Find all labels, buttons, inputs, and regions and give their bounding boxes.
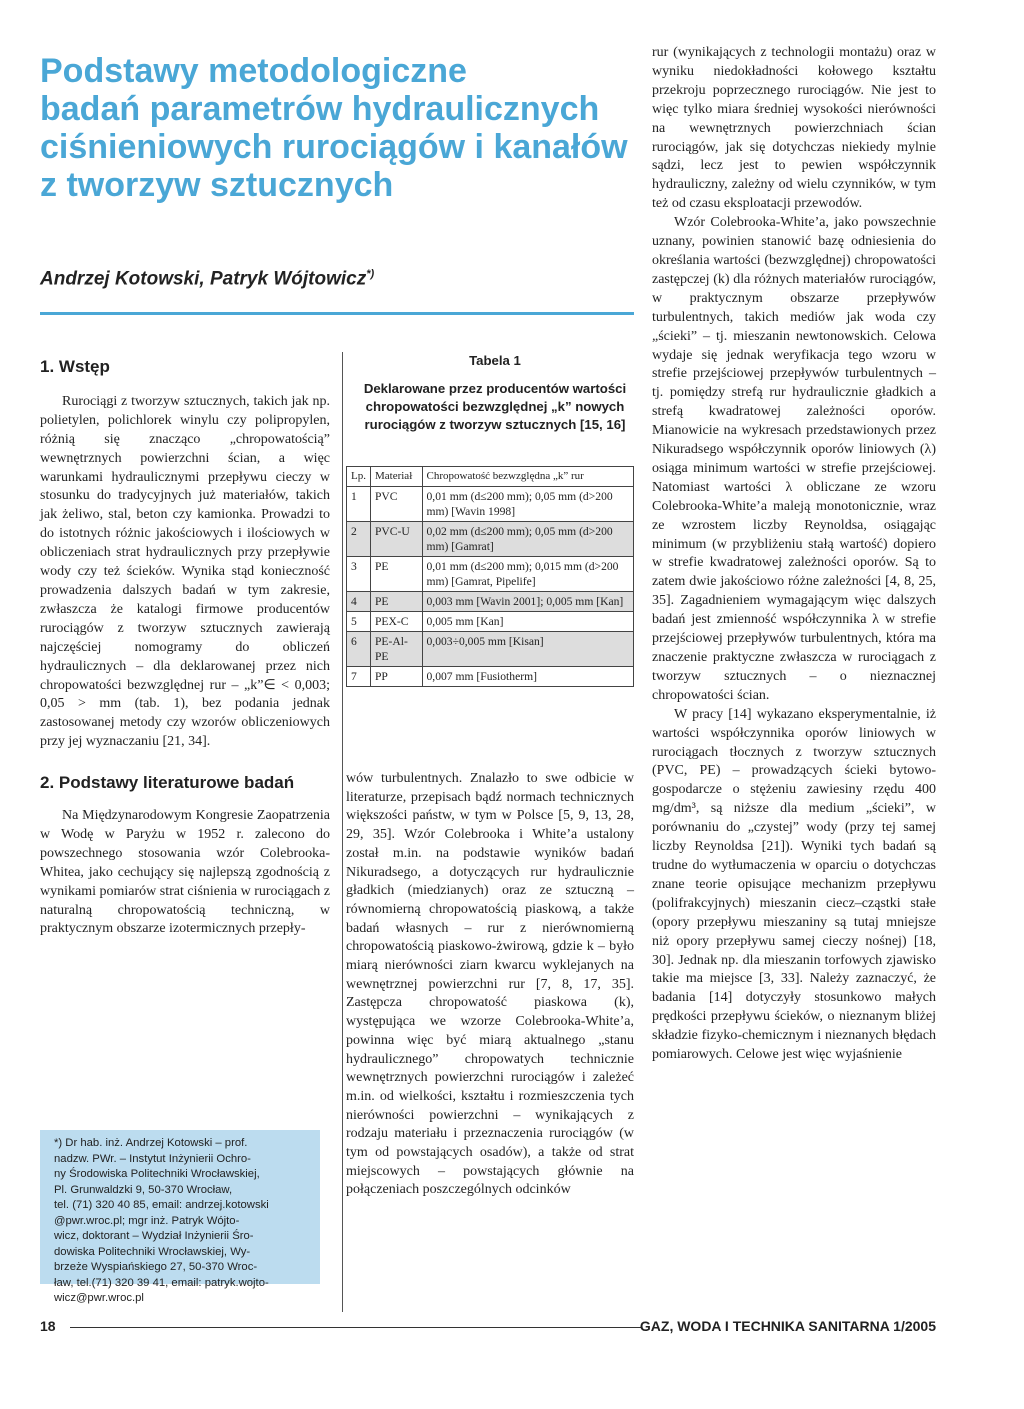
table-cell: PVC-U — [370, 522, 422, 557]
table-cell: PEX-C — [370, 612, 422, 632]
table-row — [347, 487, 634, 522]
title-line: badań parametrów hydraulicznych — [40, 90, 600, 128]
footnote-line: Pl. Grunwaldzki 9, 50-370 Wrocław, — [54, 1183, 233, 1196]
table-caption-block — [346, 352, 636, 434]
table-header-row — [347, 467, 634, 487]
author-footnote — [40, 1130, 320, 1304]
paragraph: rur (wynikających z technologii montażu) oraz w wyniku niedokładności kołowego kształtu przekroju poprzecznego rurociągów. Nie jest to więc tylko miara średniej wysokości nierówności na wewnętrznych powierzchniach ścian rurociągów, jak się dotychczas niekiedy mylnie sądzi, lecz jest to pewien współczynnik hydrauliczny, zależny od wielu czynników, w tym też od czasu eksploatacji przewodów. — [652, 45, 936, 212]
footnote-line: ny Środowiska Politechniki Wrocławskiej, — [54, 1168, 260, 1180]
header-cell: Lp. — [347, 467, 371, 487]
table-cell: 1 — [347, 487, 371, 522]
table-title: Deklarowane przez producentów wartości chropowatości bezwzględnej „k” nowych rurociągów z tworzyw sztucznych [15, 16] — [363, 381, 627, 432]
article-title — [40, 52, 628, 204]
table-cell: 0,003÷0,005 mm [Kisan] — [422, 632, 634, 667]
footer-divider — [70, 1327, 642, 1328]
title-line: ciśnieniowych rurociągów i kanałów — [40, 128, 628, 166]
column-middle-text — [346, 770, 634, 1200]
footnote-line: wicz@pwr.wroc.pl — [54, 1292, 144, 1304]
footnote-line: dowiska Politechniki Wrocławskiej, Wy- — [54, 1245, 251, 1258]
table-cell: 7 — [347, 667, 371, 687]
table-row — [347, 592, 634, 612]
section-heading: 1. Wstęp — [40, 357, 110, 376]
table-cell: 2 — [347, 522, 371, 557]
table-cell: PE — [370, 592, 422, 612]
table-row — [347, 522, 634, 557]
column-right — [652, 44, 936, 1065]
footnote-line: *) Dr hab. inż. Andrzej Kotowski – prof. — [54, 1137, 248, 1149]
paragraph: Na Międzynarodowym Kongresie Zaopatrzenia w Wodę w Paryżu w 1952 r. zalecono do powszechnego stosowania wzór Colebrooka-Whitea, jako cechujący się najlepszą zgodnością z wynikami pomiarów strat ciśnienia w rurociągach z naturalną chropowatością techniczną, w praktycznym obszarze izotermicznych przepły- — [40, 808, 331, 937]
authors — [40, 268, 374, 290]
table-cell: 4 — [347, 592, 371, 612]
table-cell: 5 — [347, 612, 371, 632]
table-cell: PE — [370, 557, 422, 592]
paragraph: W pracy [14] wykazano eksperymentalnie, iż wartości współczynnika oporów liniowych w rurociągach tłocznych z tworzyw sztucznych (PVC, PE) – prowadzących ścieki bytowo-gospodarcze o stężeniu zawiesiny rzędu 400 mg/dm³, są niższe dla medium „ścieki”, w porównaniu do „czystej” wody (przy tej samej liczby Reynoldsa [21]). Wyniki tych badań są trudne do wytłumaczenia w oparciu o dotychczas znane teorie opisujące mechanizm przepływu (polifrakcyjnych) mieszanin ciecz–cząstki stałe (opory przepływu mieszaniny są tutaj mniejsze niż opory przepływu samej cieczy nośnej) [18, 30]. Jednak np. dla mieszanin torfowych zjawisko takie ma miejsce [3, 33]. Należy zaznaczyć, że badania [14] dotyczyły stosunkowo małych prędkości przepływu ścieków, o nieznanym bliżej składzie fizyko-chemicznym i nieznanych błędach pomiarowych. Celowe jest więc wyjaśnienie — [652, 706, 936, 1063]
column-divider — [342, 352, 343, 1312]
table-cell: PE-Al-PE — [370, 632, 422, 667]
footnote-mark: *) — [366, 268, 375, 280]
footnote-line: brzeże Wyspiańskiego 27, 50-370 Wroc- — [54, 1261, 258, 1273]
header-cell: Chropowatość bezwzględna „k” rur — [422, 467, 634, 487]
table-cell: 0,02 mm (d≤200 mm); 0,05 mm (d>200 mm) [Gamrat] — [422, 522, 634, 557]
title-line: z tworzyw sztucznych — [40, 166, 394, 204]
section-heading: 2. Podstawy literaturowe badań — [40, 773, 295, 793]
table-cell: 0,01 mm (d≤200 mm); 0,015 mm (d>200 mm) [Gamrat, Pipelife] — [422, 557, 634, 592]
column-left — [40, 358, 330, 939]
table-cell: PP — [370, 667, 422, 687]
footnote-line: wicz, doktorant – Wydział Inżynierii Śro- — [54, 1230, 254, 1242]
footnote-line: nadzw. PWr. – Instytut Inżynierii Ochro- — [54, 1152, 251, 1165]
author-names: Andrzej Kotowski, Patryk Wójtowicz — [40, 268, 367, 290]
header-cell: Materiał — [370, 467, 422, 487]
paragraph: wów turbulentnych. Znalazło to swe odbicie w literaturze, przepisach bądź normach technicznych większości państw, w tym w Polsce [5, 9, 13, 28, 29, 35]. Wzór Colebrooka i White’a ustalony został m.in. na podstawie wyników badań Nikuradsego, a dotyczących rur hydraulicznie gładkich (miedzianych) oraz ze sztuczną – równomierną chropowatością piaskową, a także badań własnych – rur z nierównomierną chropowatością piaskowo-żwirową, gdzie k – było miarą nierówności ziarn kwarcu wyklejanych na wewnętrznej powierzchni rur [7, 8, 17, 35]. Zastępcza chropowatość piaskowa (k), występująca we wzorze Colebrooka-White’a, powinna więc być miarą aktualnego „stanu hydraulicznego” chropowatych technicznie wewnętrznych powierzchni rurociągów i zależeć m.in. od wielkości, kształtu i rozmieszczenia tych nierówności powierzchni – wynikających z rodzaju materiału i przeznaczenia rurociągów (w tym od powstających osadów), a także od strat miejscowych – powstających głównie na połączeniach poszczególnych odcinków — [346, 771, 634, 1198]
footnote-line: ław, tel.(71) 320 39 41, email: patryk.wojto- — [54, 1276, 269, 1289]
page-number: 18 — [40, 1318, 56, 1334]
paragraph: Wzór Colebrooka-White’a, jako powszechnie uznany, powinien stanowić bazę odniesienia do określania wartości (bezwzględnej) chropowatości zastępczej (k) dla różnych materiałów rurociągów, w praktycznym obszarze przepływów turbulentnych, takich mediów jak woda czy „ścieki” – tj. mieszanin newtonowskich. Celowa wydaje się jednak weryfikacja tego wzoru w strefie przejściowej przepływów turbulentnych – tj. pomiędzy strefą rur hydraulicznie gładkich a strefą kwadratowej zależności oporów. Mianowicie na wykresach przedstawionych przez Nikuradsego współczynnik oporów liniowych (λ) osiąga minimum wartości w strefie przejściowej. Natomiast wartości λ obliczane ze wzoru Colebrooka-White’a maleją monotonicznie, wraz ze wzrostem liczby Reynoldsa, osiągając minimum (w przybliżeniu stałą wartość) dopiero w strefie kwadratowej zależności oporów. Są to zatem dwie jakościowo różne zależności [4, 8, 25, 35]. Zagadnieniem wymagającym więc dalszych badań jest zmienność współczynnika λ w strefie przejściowej przepływów turbulentnych, która ma znaczenie praktyczne zwłaszcza w rurociągach z tworzyw sztucznych – o nieznacznej chropowatości ścian. — [652, 215, 936, 703]
table-cell: 0,007 mm [Fusiotherm] — [422, 667, 634, 687]
table-row — [347, 632, 634, 667]
page-footer — [40, 1316, 936, 1336]
table-row — [347, 667, 634, 687]
table-cell: 0,005 mm [Kan] — [422, 612, 634, 632]
table-cell: 3 — [347, 557, 371, 592]
table-label: Tabela 1 — [469, 353, 521, 368]
table-caption — [346, 352, 636, 434]
table-cell: 6 — [347, 632, 371, 667]
table-cell: 0,01 mm (d≤200 mm); 0,05 mm (d>200 mm) [Wavin 1998] — [422, 487, 634, 522]
footnote-line: @pwr.wroc.pl; mgr inż. Patryk Wójto- — [54, 1214, 240, 1227]
title-line: Podstawy metodologiczne — [40, 52, 467, 90]
paragraph: Rurociągi z tworzyw sztucznych, takich jak np. polietylen, polichlorek winylu czy polipropylen, różnią się znacząco „chropowatością” wewnętrznych powierzchni ścian, a więc warunkami hydraulicznymi przepływu cieczy w stosunku do tradycyjnych już materiałów, takich jak żeliwo, stal, beton czy kamionka. Prowadzi to do istotnych różnic jakościowych i ilościowych w obliczeniach strat hydraulicznych przy przepływie wody czy też ścieków. Wynika stąd konieczność prowadzenia dalszych badań w tym zakresie, zwłaszcza że katalogi firmowe producentów rurociągów z tworzyw sztucznych zawierają najczęściej nomogramy do obliczeń hydraulicznych – dla deklarowanej przez nich chropowatości bezwzględnej rur – „k”∈ < 0,003; 0,05 > mm (tab. 1), bez podania jednak zastosowanej metody czy wzorów obliczeniowych przy jej wyznaczaniu [21, 34]. — [40, 393, 330, 750]
table-row — [347, 557, 634, 592]
table-cell: PVC — [370, 487, 422, 522]
journal-name: GAZ, WODA I TECHNIKA SANITARNA 1/2005 — [639, 1318, 936, 1334]
footnote-line: tel. (71) 320 40 85, email: andrzej.kotowski — [54, 1199, 269, 1211]
roughness-table — [346, 466, 634, 687]
table-cell: 0,003 mm [Wavin 2001]; 0,005 mm [Kan] — [422, 592, 634, 612]
title-divider — [40, 312, 634, 315]
table-row — [347, 612, 634, 632]
